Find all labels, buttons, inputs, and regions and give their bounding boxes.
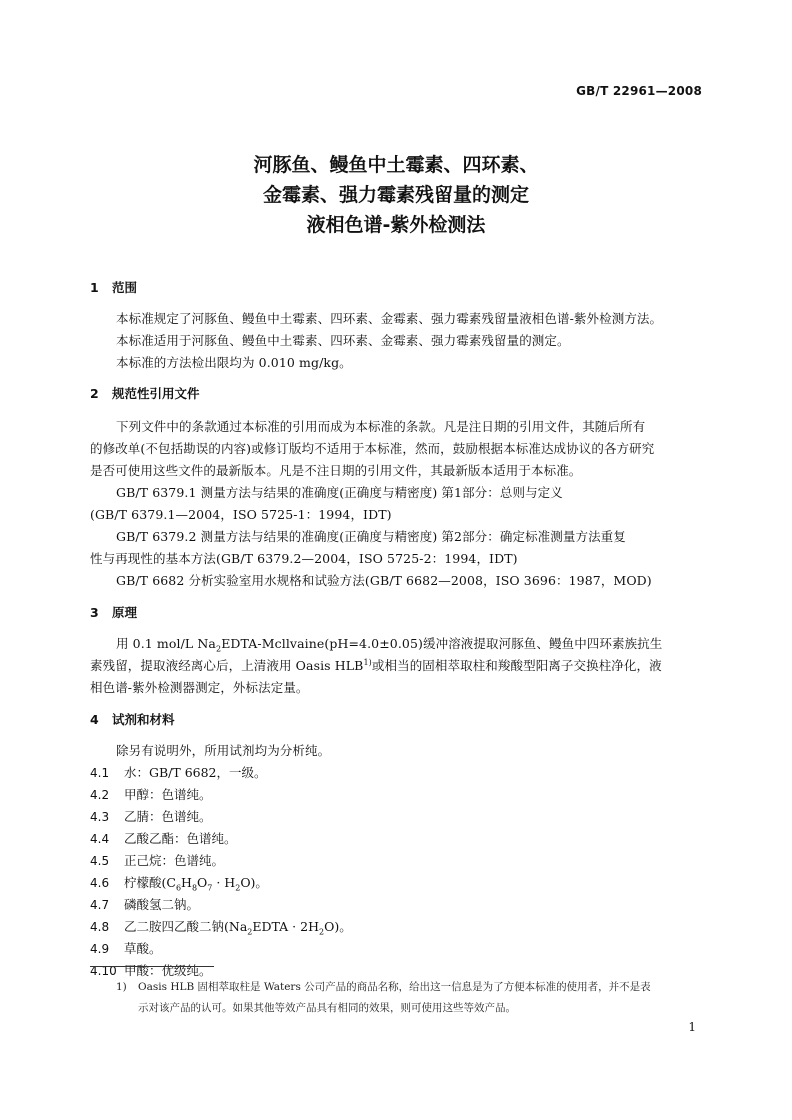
paragraph-line: 素残留，提取液经离心后，上清液用 Oasis HLB$^{1)}$或相当的固相萃取柱和羧酸型阳离子交换柱净化，液 [90, 657, 662, 673]
footnote-line: 1) Oasis HLB 固相萃取柱是 Waters 公司产品的商品名称，给出这一信息是为了方便本标准的使用者，并不是表 [116, 981, 651, 993]
section-4-heading [90, 710, 175, 728]
reference-line: (GB/T 6379.1—2004，ISO 5725-1：1994，IDT) [90, 507, 392, 522]
section-2-heading [90, 384, 200, 402]
list-item: 4.3 乙腈：色谱纯。 [90, 809, 212, 824]
footnote-divider [90, 966, 214, 967]
document-title [0, 150, 792, 240]
list-item: 4.10 甲酸：优级纯。 [90, 963, 212, 978]
page-number: 1 [688, 1020, 696, 1034]
paragraph: 本标准的方法检出限均为 0.010 mg/kg。 [116, 355, 352, 370]
section-number: 1 [90, 280, 99, 295]
standard-number: GB/T 22961—2008 [576, 84, 702, 98]
section-title: 原理 [112, 605, 138, 620]
paragraph-line: 的修改单(不包括勘误的内容)或修订版均不适用于本标准，然而，鼓励根据本标准达成协议的各方研究 [90, 441, 655, 456]
list-item: 4.6 柠檬酸$(C_6H_8O_7 \cdot H_2O)$。 [90, 875, 268, 893]
footnote-line: 示对该产品的认可。如果其他等效产品具有相同的效果，则可使用这些等效产品。 [138, 1002, 516, 1014]
reference-line: GB/T 6379.2 测量方法与结果的准确度(正确度与精密度) 第2部分：确定标准测量方法重复 [116, 529, 626, 544]
list-item: 4.9 草酸。 [90, 941, 162, 956]
reference-line: GB/T 6379.1 测量方法与结果的准确度(正确度与精密度) 第1部分：总则与定义 [116, 485, 563, 500]
title-line-1: 河豚鱼、鳗鱼中土霉素、四环素、 [253, 154, 539, 176]
list-item: 4.2 甲醇：色谱纯。 [90, 787, 212, 802]
section-title: 范围 [112, 280, 138, 295]
title-line-3: 液相色谱-紫外检测法 [306, 214, 486, 236]
section-number: 3 [90, 605, 99, 620]
paragraph: 除另有说明外，所用试剂均为分析纯。 [116, 743, 331, 758]
paragraph-line: 用 0.1 mol/L $Na_2EDTA-Mcllvaine(pH=4.0\pm 0.05)$缓冲溶液提取河豚鱼、鳗鱼中四环素族抗生 [116, 636, 663, 654]
paragraph-line: 相色谱-紫外检测器测定，外标法定量。 [90, 680, 309, 695]
list-item: 4.4 乙酸乙酯：色谱纯。 [90, 831, 237, 846]
list-item: 4.7 磷酸氢二钠。 [90, 897, 200, 912]
reference-line: 性与再现性的基本方法(GB/T 6379.2—2004，ISO 5725-2：1994，IDT) [90, 551, 518, 566]
section-3-heading [90, 603, 137, 621]
list-item: 4.8 乙二胺四乙酸二钠$(Na_2EDTA \cdot 2H_2O)$。 [90, 919, 352, 937]
title-line-2: 金霉素、强力霉素残留量的测定 [262, 184, 529, 206]
list-item: 4.1 水：GB/T 6682，一级。 [90, 765, 267, 780]
paragraph: 本标准适用于河豚鱼、鳗鱼中土霉素、四环素、金霉素、强力霉素残留量的测定。 [116, 333, 570, 348]
paragraph: 本标准规定了河豚鱼、鳗鱼中土霉素、四环素、金霉素、强力霉素残留量液相色谱-紫外检测方法。 [116, 311, 663, 326]
section-1-heading [90, 278, 137, 296]
paragraph-line: 下列文件中的条款通过本标准的引用而成为本标准的条款。凡是注日期的引用文件，其随后所有 [116, 419, 646, 434]
reference-line: GB/T 6682 分析实验室用水规格和试验方法(GB/T 6682—2008，ISO 3696：1987，MOD) [116, 573, 652, 588]
section-title: 试剂和材料 [112, 712, 175, 727]
section-number: 4 [90, 712, 99, 727]
footnote-number: 1) [116, 981, 127, 993]
paragraph-line: 是否可使用这些文件的最新版本。凡是不注日期的引用文件，其最新版本适用于本标准。 [90, 463, 582, 478]
footnote-marker: 1) [363, 657, 372, 667]
section-title: 规范性引用文件 [112, 386, 200, 401]
list-item: 4.5 正己烷：色谱纯。 [90, 853, 225, 868]
section-number: 2 [90, 386, 99, 401]
